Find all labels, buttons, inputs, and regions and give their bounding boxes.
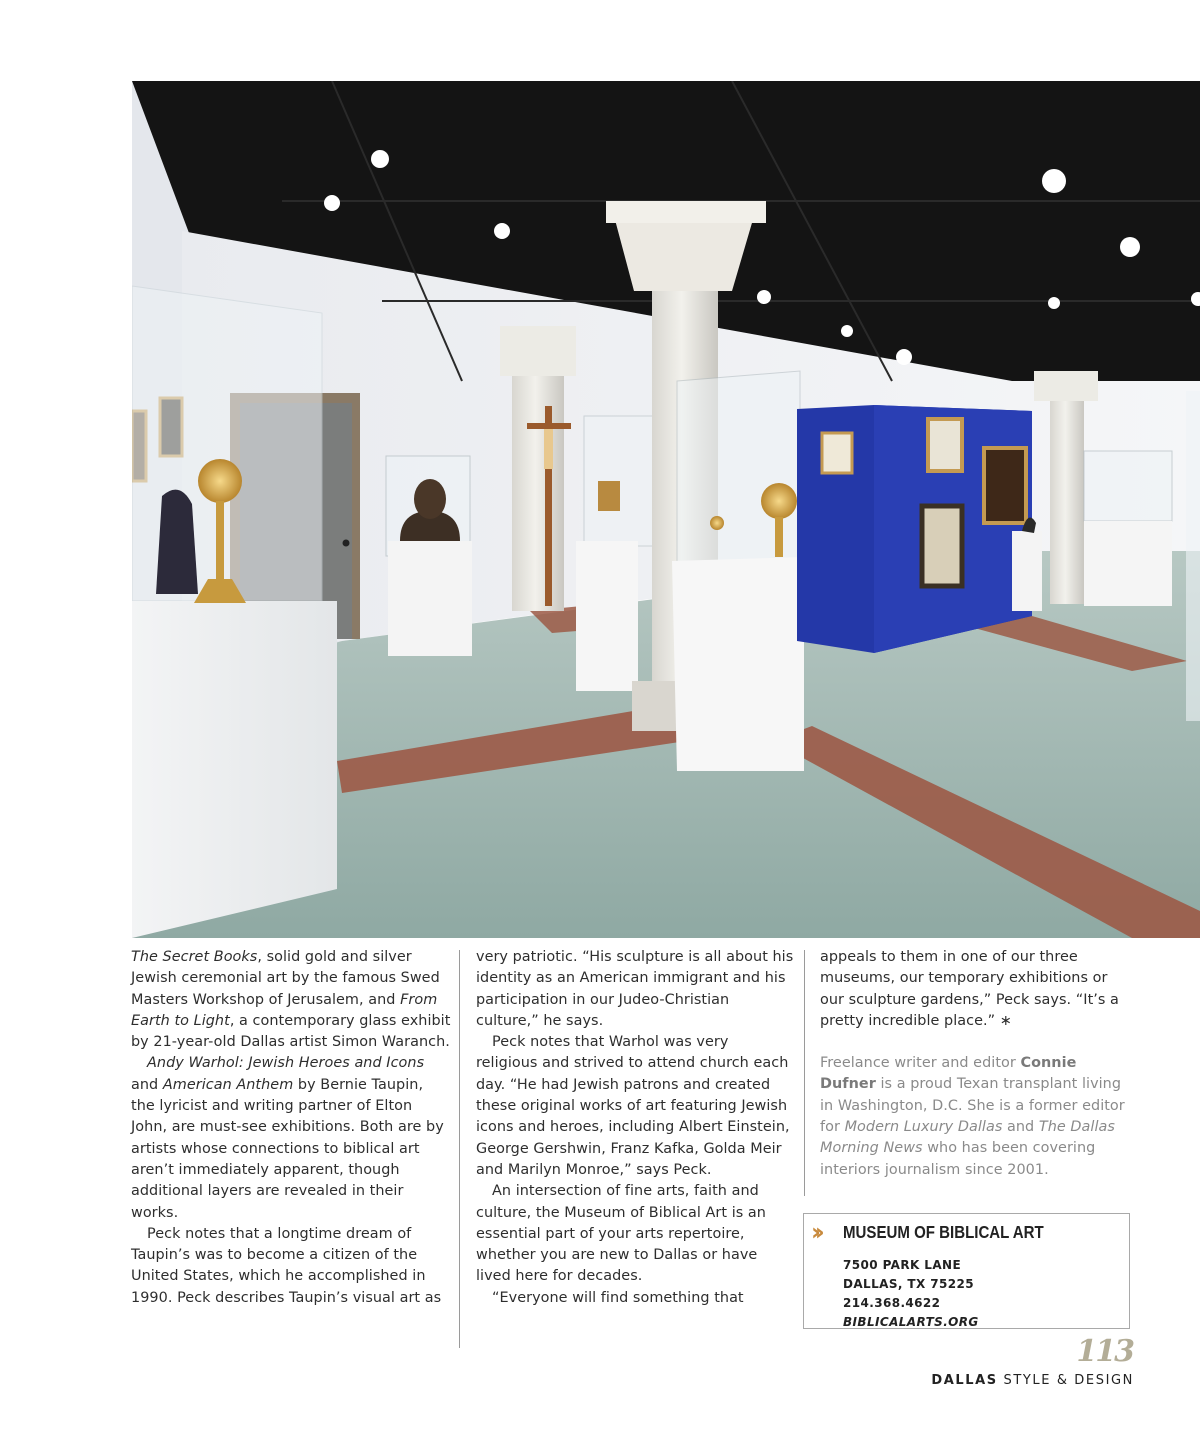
article-column-2: [476, 947, 794, 1309]
framed-painting: [928, 419, 962, 471]
ceiling-light: [841, 325, 853, 337]
museum-city: DALLAS, TX 75225: [843, 1277, 974, 1291]
exhibit-title: The Secret Books: [131, 949, 258, 965]
page-number: 113: [1076, 1334, 1133, 1369]
ceiling-light: [324, 195, 340, 211]
article-paragraph: Andy Warhol: Jewish Heroes and Icons and American Anthem by Bernie Taupin, the lyricist and writing partner of Elton John, are must-see exhibitions. Both are by artists whose connections to biblical art aren’t immediately apparent, though additional layers are revealed in their works.: [131, 1055, 444, 1221]
chevron-right-icon: ››: [811, 1218, 819, 1246]
publication-name: The Dallas Morning News: [820, 1119, 1115, 1157]
ceiling-light: [494, 223, 510, 239]
ceiling-light: [1120, 237, 1140, 257]
gallery-photo: [132, 81, 1200, 938]
museum-website[interactable]: BIBLICALARTS.ORG: [843, 1315, 979, 1329]
gold-reliquary: [761, 483, 797, 519]
museum-name: MUSEUM OF BIBLICAL ART: [843, 1222, 1044, 1242]
magazine-name-bold: DALLAS: [931, 1373, 998, 1388]
exhibit-title: From Earth to Light: [131, 991, 438, 1029]
article-paragraph: “Everyone will find something that: [492, 1289, 744, 1306]
museum-address: 7500 PARK LANE: [843, 1258, 962, 1272]
author-bio: Freelance writer and editor Connie Dufner is a proud Texan transplant living in Washington, D.C. She is a former editor for Modern Luxury Dallas and The Dallas Morning News who has been covering interiors journalism since 2001.: [820, 1055, 1125, 1178]
ceiling-light: [1048, 297, 1060, 309]
article-column-1: [131, 947, 451, 1309]
publication-name: Modern Luxury Dallas: [844, 1119, 1003, 1136]
exhibit-title: Andy Warhol: Jewish Heroes and Icons: [147, 1055, 425, 1072]
display-case-left-pedestal: [132, 601, 337, 938]
monstrance: [198, 459, 242, 503]
bust-pedestal: [388, 541, 472, 656]
ceiling-light: [757, 290, 771, 304]
article-paragraph: Peck notes that Warhol was very religious and strived to attend church each day. “He had Jewish patrons and created these original works of art featuring Jewish icons and heroes, including Albert Einstein, George Gershwin, Franz Kafka, Golda Meir and Marilyn Monroe,” says Peck.: [476, 1034, 790, 1178]
article-paragraph: The Secret Books, solid gold and silver Jewish ceremonial art by the famous Swed Masters Workshop of Jerusalem, and From Earth to Light, a contemporary glass exhibit by 21-year-old Dallas artist Simon Waranch.: [131, 949, 451, 1051]
display-case-front: [672, 557, 804, 771]
magazine-footer: [931, 1373, 1134, 1388]
article-paragraph: very patriotic. “His sculpture is all about his identity as an American immigrant and his participation in our Judeo-Christian culture,” he says.: [476, 949, 794, 1029]
display-case-far: [1084, 451, 1172, 521]
display-case-middle: [576, 541, 638, 691]
ceiling-light: [1042, 169, 1066, 193]
column-capital: [614, 216, 754, 291]
sculpture-pedestal: [1012, 531, 1042, 611]
museum-info-box: [803, 1213, 1130, 1329]
article-paragraph: An intersection of fine arts, faith and culture, the Museum of Biblical Art is an essential part of your arts repertoire, whether you are new to Dallas or have lived here for decades.: [476, 1183, 766, 1285]
column-back: [512, 371, 564, 611]
ceiling-light: [896, 349, 912, 365]
framed-painting: [922, 506, 962, 586]
column-divider: [804, 950, 805, 1196]
framed-painting: [984, 448, 1026, 523]
article-column-3: [820, 947, 1125, 1181]
museum-phone: 214.368.4622: [843, 1296, 941, 1310]
author-name: Connie Dufner: [820, 1055, 1077, 1093]
figurine: [156, 490, 198, 594]
column-far: [1050, 399, 1084, 604]
exhibit-title: American Anthem: [162, 1076, 294, 1093]
column-divider: [459, 950, 460, 1348]
article-paragraph: appeals to them in one of our three museums, our temporary exhibitions or our sculpture gardens,” Peck says. “It’s a pretty incredible place.” ∗: [820, 949, 1119, 1029]
ceiling-light: [371, 150, 389, 168]
door-handle: [343, 540, 350, 547]
article-paragraph: Peck notes that a longtime dream of Taupin’s was to become a citizen of the United States, which he accomplished in 1990. Peck describes Taupin’s visual art as: [131, 1225, 442, 1306]
magazine-name-rest: STYLE & DESIGN: [997, 1373, 1134, 1388]
framed-painting: [822, 433, 852, 473]
